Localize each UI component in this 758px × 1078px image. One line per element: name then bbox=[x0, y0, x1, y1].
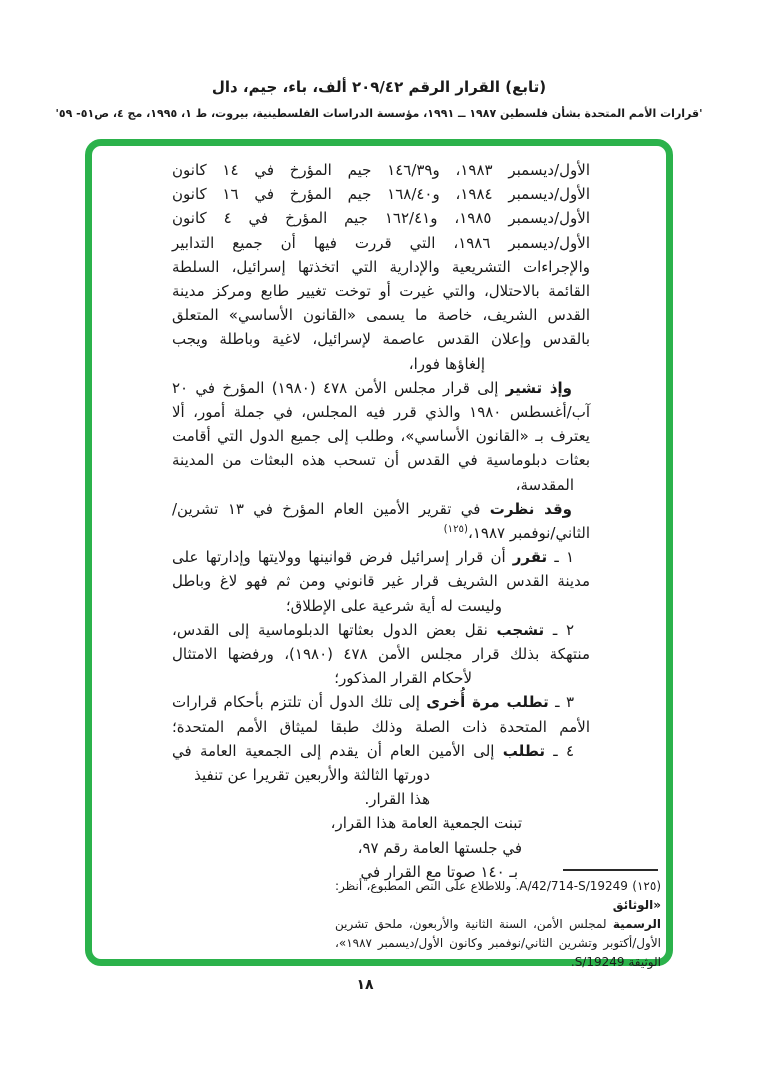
text-line: ٢ ـ تشجب نقل بعض الدول بعثاتها الدبلوماسية إلى القدس، bbox=[172, 620, 574, 639]
text-line: المقدسة، bbox=[515, 475, 574, 494]
text-line: الثاني/نوفمبر ١٩٨٧،$^{(١٢٥)}$ bbox=[443, 524, 590, 543]
text-line: الأول/ديسمبر ١٩٨٣، و١٤٦/٣٩ جيم المؤرخ في ١٤ كانون bbox=[172, 161, 590, 179]
text-line: منتهكة بذلك قرار مجلس الأمن ٤٧٨ (١٩٨٠)، ورفضها الامتثال bbox=[172, 645, 590, 664]
operative-item-4 bbox=[172, 739, 590, 812]
text-line: تبنت الجمعية العامة هذا القرار، bbox=[330, 814, 522, 833]
page-number: ١٨ bbox=[356, 977, 374, 993]
text-line: يعترف بـ «القانون الأساسي»، وطلب إلى جميع الدول التي أقامت bbox=[172, 427, 590, 446]
text-line: الرسمية لمجلس الأمن، السنة الثانية والأربعون، ملحق تشرين bbox=[335, 917, 661, 931]
text-line: بالقدس وإعلان القدس عاصمة لإسرائيل، لاغية وباطلة ويجب bbox=[172, 330, 590, 349]
text-line: بـ ١٤٠ صوتا مع القرار في bbox=[360, 862, 518, 881]
text-line: الأمم المتحدة ذات الصلة وذلك طبقا لميثاق الأمم المتحدة؛ bbox=[172, 717, 590, 736]
operative-item-3 bbox=[172, 690, 590, 738]
paragraph-continuation bbox=[172, 158, 590, 376]
text-line: الوثيقة S/19249. bbox=[570, 955, 661, 969]
footnote-text bbox=[335, 877, 661, 972]
text-line: ٣ ـ تطلب مرة أُخرى إلى تلك الدول أن تلتزم بأحكام قرارات bbox=[172, 693, 574, 712]
text-line: الأول/ديسمبر ١٩٨٦، التي قررت فيها أن جميع التدابير bbox=[172, 233, 590, 252]
header-source-citation: 'قرارات الأمم المتحدة بشأن فلسطين ١٩٨٧ ــ ١٩٩١، مؤسسة الدراسات الفلسطينية، بيروت، ط ١، ١٩٩٥، مج ٤، ص٥١- ٥٩' bbox=[55, 107, 703, 120]
text-line: وقد نظرت في تقرير الأمين العام المؤرخ في ١٣ تشرين/ bbox=[172, 499, 572, 518]
text-line: الأول/ديسمبر ١٩٨٤، و١٦٨/٤٠ جيم المؤرخ في ١٦ كانون bbox=[172, 185, 590, 204]
adoption-note bbox=[172, 811, 590, 884]
text-line: ١ ـ تقرر أن قرار إسرائيل فرض قوانينها وولايتها وإدارتها على bbox=[172, 548, 574, 567]
operative-item-1 bbox=[172, 545, 590, 618]
text-line: لأحكام القرار المذكور؛ bbox=[334, 669, 472, 688]
resolution-header-title: (تابع) القرار الرقم ٢٠٩/٤٢ ألف، باء، جيم، دال bbox=[211, 78, 547, 96]
text-line: القائمة بالاحتلال، والتي غيرت أو توخت تغيير طابع ومركز مدينة bbox=[172, 282, 590, 301]
text-line: دورتها الثالثة والأربعين تقريرا عن تنفيذ هذا القرار. bbox=[194, 766, 430, 809]
footnote-separator-rule bbox=[563, 869, 658, 871]
text-line: الأول/ديسمبر ١٩٨٥، و١٦٢/٤١ جيم المؤرخ في ٤ كانون bbox=[172, 209, 590, 228]
text-line: (١٢٥) A/42/714-S/19249. وللاطلاع على النص المطبوع، أنظر: «الوثائق bbox=[335, 879, 661, 912]
text-line: إلغاؤها فورا، bbox=[408, 354, 485, 373]
body-text bbox=[172, 158, 590, 884]
text-line: ٤ ـ تطلب إلى الأمين العام أن يقدم إلى الجمعية العامة في bbox=[172, 741, 574, 760]
text-line: آب/أغسطس ١٩٨٠ والذي قرر فيه المجلس، في جملة أمور، ألا bbox=[172, 403, 591, 422]
preamble-recalling bbox=[172, 376, 590, 497]
preamble-considered bbox=[172, 497, 590, 545]
text-line: والإجراءات التشريعية والإدارية التي اتخذتها إسرائيل، السلطة bbox=[172, 257, 590, 276]
text-line: وإذ تشير إلى قرار مجلس الأمن ٤٧٨ (١٩٨٠) المؤرخ في ٢٠ bbox=[172, 378, 572, 397]
operative-item-2 bbox=[172, 618, 590, 691]
text-line: القدس الشريف، خاصة ما يسمى «القانون الأساسي» المتعلق bbox=[172, 306, 590, 325]
text-line: وليست له أية شرعية على الإطلاق؛ bbox=[285, 596, 502, 615]
text-line: بعثات دبلوماسية في القدس أن تسحب هذه البعثات من المدينة bbox=[172, 451, 590, 470]
text-line: في جلستها العامة رقم ٩٧، bbox=[357, 838, 522, 857]
text-line: مدينة القدس الشريف قرار غير قانوني ومن ثم فهو لاغ وباطل bbox=[172, 572, 590, 591]
text-line: الأول/أكتوبر وتشرين الثاني/نوفمبر وكانون الأول/ديسمبر ١٩٨٧»، bbox=[335, 936, 661, 950]
